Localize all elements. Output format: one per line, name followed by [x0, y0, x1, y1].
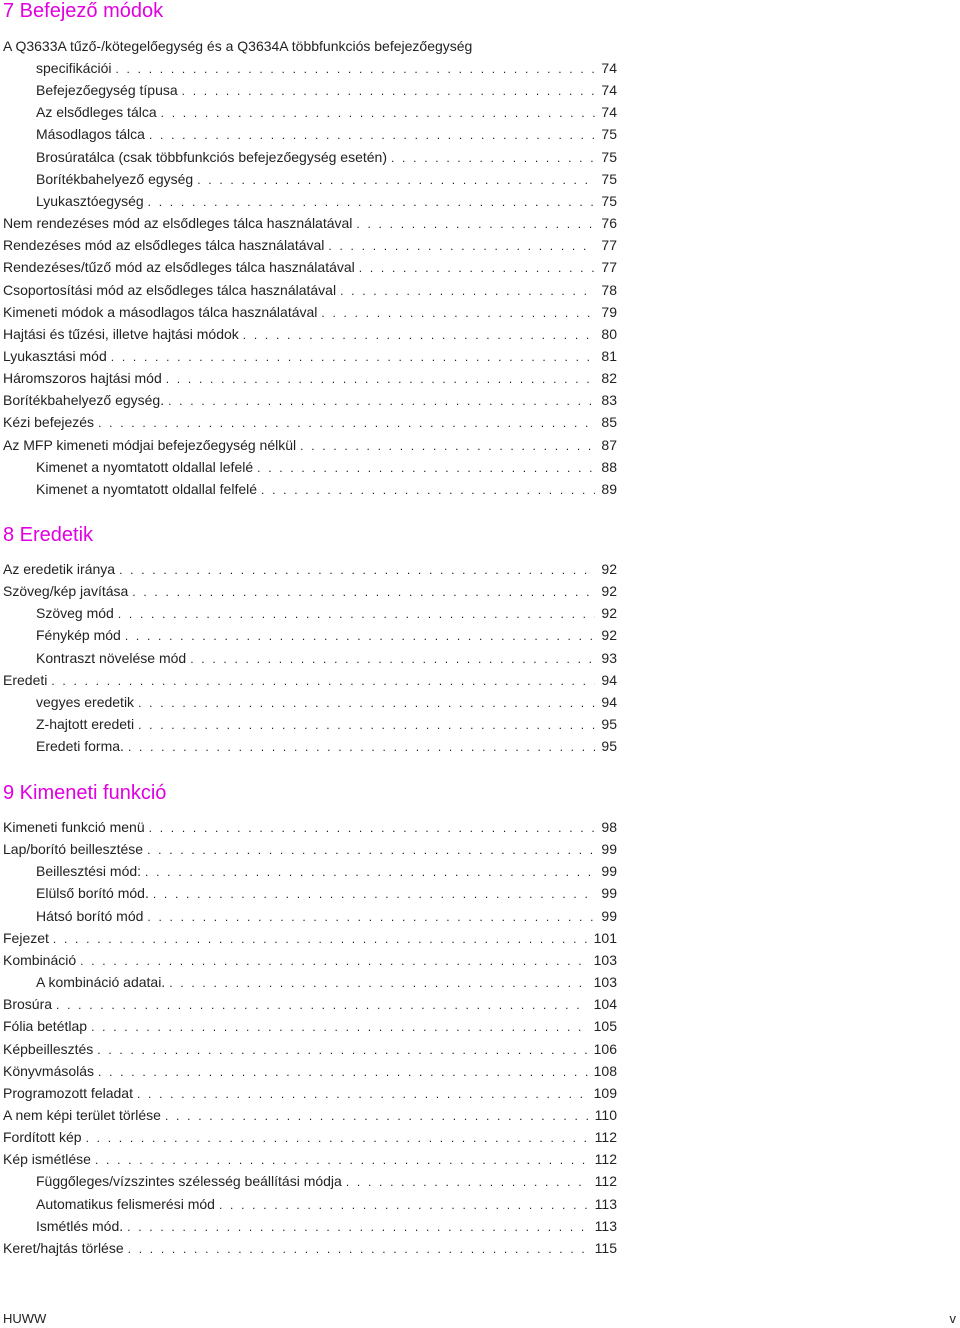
toc-entry-text: Rendezéses mód az elsődleges tálca használatával: [3, 237, 325, 253]
toc-entry[interactable]: [36, 1216, 617, 1236]
toc-leader-dots: [138, 693, 595, 712]
toc-entry-text: Eredeti forma.: [36, 738, 124, 754]
toc-leader-dots: [168, 391, 595, 410]
toc-entry[interactable]: [3, 1016, 617, 1036]
toc-page-number: 77: [601, 237, 617, 253]
toc-entry[interactable]: [36, 58, 617, 78]
toc-entry[interactable]: [3, 1127, 617, 1147]
toc-entry[interactable]: [36, 714, 617, 734]
toc-leader-dots: [53, 929, 588, 948]
toc-page-number: 92: [601, 605, 617, 621]
toc-entry[interactable]: [3, 928, 617, 948]
toc-entry-text: specifikációi: [36, 60, 112, 76]
toc-page-number: 99: [601, 908, 617, 924]
toc-entry[interactable]: [36, 861, 617, 881]
toc-entry[interactable]: [36, 102, 617, 122]
toc-leader-dots: [80, 951, 587, 970]
toc-entry[interactable]: [36, 124, 617, 144]
toc-entry[interactable]: [3, 839, 617, 859]
toc-entry[interactable]: [3, 368, 617, 388]
toc-page-number: 110: [594, 1107, 617, 1123]
toc-entry[interactable]: [3, 1238, 617, 1258]
toc-page-number: 87: [601, 437, 617, 453]
toc-leader-dots: [197, 170, 595, 189]
toc-entry-text: Csoportosítási mód az elsődleges tálca használatával: [3, 282, 337, 298]
toc-leader-dots: [51, 671, 595, 690]
toc-page-number: 79: [601, 304, 617, 320]
toc-entry-text: Eredeti: [3, 672, 48, 688]
toc-entry[interactable]: [3, 235, 617, 255]
toc-entry-text: Az elsődleges tálca: [36, 104, 157, 120]
toc-page-number: 95: [601, 716, 617, 732]
toc-page-number: 74: [601, 82, 617, 98]
toc-page-number: 115: [594, 1240, 617, 1256]
toc-leader-dots: [147, 840, 595, 859]
toc-entry-text: Hátsó borító mód: [36, 908, 144, 924]
toc-entry-text: Brosúra: [3, 996, 53, 1012]
toc-entry[interactable]: [36, 736, 617, 756]
toc-entry[interactable]: [36, 972, 617, 992]
toc-entry[interactable]: [3, 559, 617, 579]
toc-leader-dots: [128, 1239, 589, 1258]
toc-leader-dots: [95, 1150, 589, 1169]
footer-page-number: v: [949, 1311, 956, 1326]
toc-page-number: 83: [601, 392, 617, 408]
toc-page-number: 112: [594, 1151, 617, 1167]
toc-leader-dots: [257, 458, 595, 477]
toc-entry[interactable]: [36, 1171, 617, 1191]
toc-entry-text: Fordított kép: [3, 1129, 82, 1145]
toc-leader-dots: [119, 560, 595, 579]
toc-leader-dots: [128, 737, 595, 756]
toc-leader-dots: [161, 103, 596, 122]
toc-leader-dots: [169, 973, 587, 992]
toc-page-number: 76: [601, 215, 617, 231]
toc-page-number: 88: [601, 459, 617, 475]
toc-page-number: 98: [601, 819, 617, 835]
toc-page-number: 99: [601, 841, 617, 857]
toc-page-number: 109: [593, 1085, 617, 1101]
toc-leader-dots: [97, 1040, 587, 1059]
toc-page-number: 89: [601, 481, 617, 497]
toc-leader-dots: [346, 1172, 589, 1191]
toc-entry[interactable]: [3, 1083, 617, 1103]
toc-entry-text: Befejezőegység típusa: [36, 82, 178, 98]
toc-entry-text: Automatikus felismerési mód: [36, 1196, 215, 1212]
toc-page-number: 94: [601, 672, 617, 688]
toc-entry[interactable]: [36, 1194, 617, 1214]
toc-entry[interactable]: [3, 257, 617, 277]
toc-entry[interactable]: [3, 1061, 617, 1081]
toc-leader-dots: [243, 325, 596, 344]
toc-entry-text: Szöveg/kép javítása: [3, 583, 129, 599]
toc-leader-dots: [153, 884, 596, 903]
toc-leader-dots: [115, 59, 595, 78]
toc-entry-text: Az MFP kimeneti módjai befejezőegység nélkül: [3, 437, 297, 453]
toc-entry-text: A Q3633A tűző-/kötegelőegység és a Q3634A többfunkciós befejezőegység: [3, 38, 473, 54]
toc-entry[interactable]: [36, 625, 617, 645]
toc-entry-text: Lap/borító beillesztése: [3, 841, 144, 857]
toc-leader-dots: [98, 1062, 588, 1081]
toc-entry[interactable]: [3, 1105, 617, 1125]
toc-page-number: 113: [594, 1218, 617, 1234]
toc-entry[interactable]: [36, 883, 617, 903]
toc-leader-dots: [56, 995, 588, 1014]
toc-entry[interactable]: [36, 457, 617, 477]
toc-page-number: 74: [601, 104, 617, 120]
toc-page-number: 112: [594, 1129, 617, 1145]
toc-entry[interactable]: [36, 906, 617, 926]
toc-page-number: 103: [593, 952, 617, 968]
toc-entry-text: Z-hajtott eredeti: [36, 716, 135, 732]
toc-page-number: 75: [601, 193, 617, 209]
toc-leader-dots: [125, 626, 596, 645]
toc-leader-dots: [118, 604, 596, 623]
toc-entry-text: A kombináció adatai.: [36, 974, 166, 990]
toc-page-number: 80: [601, 326, 617, 342]
toc-entry-text: Borítékbahelyező egység: [36, 171, 194, 187]
toc-page-number: 81: [601, 348, 617, 364]
toc-page-number: 105: [593, 1018, 617, 1034]
toc-page-number: 92: [601, 561, 617, 577]
toc-leader-dots: [219, 1195, 589, 1214]
toc-entry[interactable]: [3, 994, 617, 1014]
toc-entry[interactable]: [3, 950, 617, 970]
toc-page-number: 75: [601, 149, 617, 165]
toc-entry-text: Fejezet: [3, 930, 49, 946]
toc-entry[interactable]: [3, 1039, 617, 1059]
toc-entry[interactable]: [36, 479, 617, 499]
toc-entry-text: Hajtási és tűzési, illetve hajtási módok: [3, 326, 239, 342]
toc-entry-text: Az eredetik iránya: [3, 561, 116, 577]
toc-entry-text: Kimeneti módok a másodlagos tálca használatával: [3, 304, 318, 320]
toc-page-number: 92: [601, 627, 617, 643]
toc-entry-text: Háromszoros hajtási mód: [3, 370, 162, 386]
toc-leader-dots: [300, 436, 595, 455]
toc-entry-text: Beillesztési mód:: [36, 863, 142, 879]
toc-entry[interactable]: [3, 346, 617, 366]
chapter-8-title: 8 Eredetik: [3, 524, 94, 546]
toc-leader-dots: [145, 862, 595, 881]
toc-page-number: 101: [593, 930, 617, 946]
toc-leader-dots: [328, 236, 595, 255]
toc-entry-text: Nem rendezéses mód az elsődleges tálca használatával: [3, 215, 353, 231]
toc-entry[interactable]: [36, 648, 617, 668]
toc-entry[interactable]: [3, 390, 617, 410]
toc-leader-dots: [137, 1084, 588, 1103]
toc-leader-dots: [340, 281, 595, 300]
toc-page-number: 108: [593, 1063, 617, 1079]
toc-entry[interactable]: [3, 1149, 617, 1169]
toc-page-number: 75: [601, 126, 617, 142]
chapter-7-title: 7 Befejező módok: [3, 0, 164, 22]
toc-leader-dots: [356, 214, 595, 233]
toc-page-number: 94: [601, 694, 617, 710]
toc-leader-dots: [127, 1217, 589, 1236]
toc-leader-dots: [149, 818, 596, 837]
toc-entry-text: Kép ismétlése: [3, 1151, 91, 1167]
toc-page-number: 77: [601, 259, 617, 275]
toc-entry[interactable]: [36, 147, 617, 167]
toc-entry-text: Borítékbahelyező egység.: [3, 392, 165, 408]
toc-leader-dots: [86, 1128, 589, 1147]
toc-entry-text: Lyukasztási mód: [3, 348, 107, 364]
toc-page-number: 75: [601, 171, 617, 187]
toc-entry-text: Rendezéses/tűző mód az elsődleges tálca használatával: [3, 259, 355, 275]
toc-entry-text: Függőleges/vízszintes szélesség beállítási módja: [36, 1173, 342, 1189]
toc-entry-text: Lyukasztóegység: [36, 193, 144, 209]
toc-entry-text: Ismétlés mód.: [36, 1218, 124, 1234]
toc-leader-dots: [132, 582, 595, 601]
toc-entry-text: Elülső borító mód.: [36, 885, 149, 901]
toc-leader-dots: [359, 258, 596, 277]
toc-entry[interactable]: [36, 603, 617, 623]
toc-page-number: 74: [601, 60, 617, 76]
toc-entry-text: Kézi befejezés: [3, 414, 95, 430]
toc-entry-text: Szöveg mód: [36, 605, 114, 621]
toc-entry-text: Képbeillesztés: [3, 1041, 94, 1057]
toc-entry[interactable]: [3, 817, 617, 837]
toc-entry-text: Kimenet a nyomtatott oldallal felfelé: [36, 481, 258, 497]
toc-leader-dots: [98, 413, 595, 432]
toc-page-number: 78: [601, 282, 617, 298]
toc-entry[interactable]: [3, 581, 617, 601]
toc-leader-dots: [165, 1106, 589, 1125]
toc-leader-dots: [166, 369, 596, 388]
toc-page-number: 104: [593, 996, 617, 1012]
toc-leader-dots: [138, 715, 595, 734]
toc-entry-text: Másodlagos tálca: [36, 126, 145, 142]
toc-page-number: 106: [593, 1041, 617, 1057]
toc-entry-text: Programozott feladat: [3, 1085, 133, 1101]
toc-page-number: 99: [601, 885, 617, 901]
toc-leader-dots: [149, 125, 595, 144]
toc-entry[interactable]: [3, 280, 617, 300]
toc-leader-dots: [321, 303, 595, 322]
toc-entry[interactable]: [3, 324, 617, 344]
toc-page-number: 113: [594, 1196, 617, 1212]
toc-entry[interactable]: [36, 692, 617, 712]
toc-page-number: 103: [593, 974, 617, 990]
toc-entry-text: Kimeneti funkció menü: [3, 819, 145, 835]
toc-entry[interactable]: [36, 169, 617, 189]
toc-page-number: 95: [601, 738, 617, 754]
toc-entry[interactable]: [3, 670, 617, 690]
toc-leader-dots: [182, 81, 596, 100]
footer-left-label: HUWW: [3, 1311, 47, 1326]
toc-entry-text: Fénykép mód: [36, 627, 121, 643]
toc-entry-text: Keret/hajtás törlése: [3, 1240, 124, 1256]
toc-page-number: 92: [601, 583, 617, 599]
toc-page-number: 85: [601, 414, 617, 430]
toc-leader-dots: [391, 148, 595, 167]
toc-entry[interactable]: [3, 412, 617, 432]
toc-leader-dots: [261, 480, 595, 499]
toc-page-number: 93: [601, 650, 617, 666]
toc-entry[interactable]: [3, 302, 617, 322]
chapter-9-title: 9 Kimeneti funkció: [3, 782, 167, 804]
toc-entry-text: Kimenet a nyomtatott oldallal lefelé: [36, 459, 254, 475]
toc-leader-dots: [147, 907, 595, 926]
toc-entry-text: A nem képi terület törlése: [3, 1107, 161, 1123]
toc-entry[interactable]: [36, 191, 617, 211]
toc-leader-dots: [91, 1017, 588, 1036]
toc-entry[interactable]: [3, 435, 617, 455]
toc-entry-text: Kombináció: [3, 952, 77, 968]
toc-page-number: 112: [594, 1173, 617, 1189]
toc-leader-dots: [111, 347, 596, 366]
toc-leader-dots: [148, 192, 596, 211]
toc-entry-text: Könyvmásolás: [3, 1063, 95, 1079]
toc-entry[interactable]: [3, 213, 617, 233]
toc-page-number: 82: [601, 370, 617, 386]
toc-page-number: 99: [601, 863, 617, 879]
toc-entry[interactable]: [36, 80, 617, 100]
toc-entry-text: Fólia betétlap: [3, 1018, 88, 1034]
toc-heading-line: [3, 36, 617, 56]
toc-entry-text: Kontraszt növelése mód: [36, 650, 187, 666]
toc-entry-text: vegyes eredetik: [36, 694, 135, 710]
toc-leader-dots: [190, 649, 595, 668]
toc-entry-text: Brosúratálca (csak többfunkciós befejezőegység esetén): [36, 149, 387, 165]
